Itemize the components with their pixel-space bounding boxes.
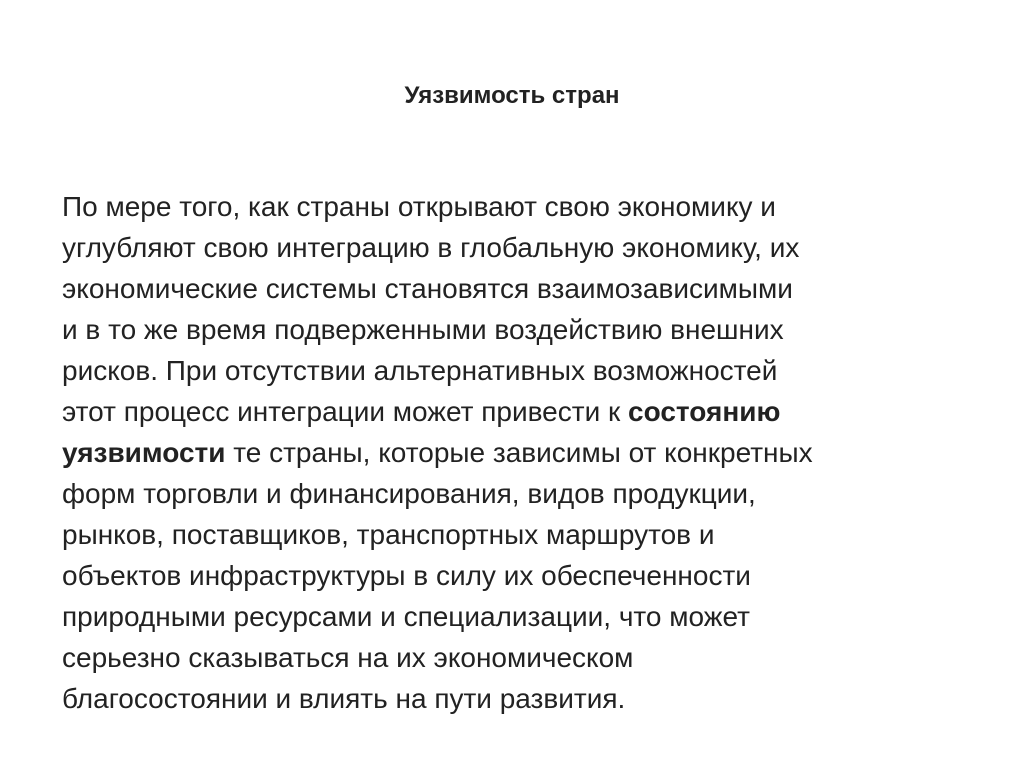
text-segment: По мере того, как страны открывают свою экономику и — [62, 191, 776, 222]
emphasized-text: уязвимости — [62, 437, 226, 468]
paragraph-line — [62, 432, 992, 473]
text-segment: форм торговли и финансирования, видов продукции, — [62, 478, 756, 509]
paragraph-line — [62, 555, 992, 596]
paragraph-line — [62, 678, 992, 719]
paragraph-line — [62, 268, 992, 309]
paragraph-line — [62, 309, 992, 350]
text-segment: рисков. При отсутствии альтернативных возможностей — [62, 355, 778, 386]
text-segment: экономические системы становятся взаимозависимыми — [62, 273, 793, 304]
slide-title: Уязвимость стран — [404, 82, 620, 109]
text-segment: объектов инфраструктуры в силу их обеспеченности — [62, 560, 751, 591]
text-segment: и в то же время подверженными воздействию внешних — [62, 314, 784, 345]
text-segment: благосостоянии и влиять на пути развития. — [62, 683, 626, 714]
text-segment: природными ресурсами и специализации, что может — [62, 601, 750, 632]
text-segment: углубляют свою интеграцию в глобальную экономику, их — [62, 232, 800, 263]
paragraph-line — [62, 227, 992, 268]
paragraph-line — [62, 186, 992, 227]
emphasized-text: состоянию — [628, 396, 781, 427]
paragraph-line — [62, 514, 992, 555]
text-segment: рынков, поставщиков, транспортных маршрутов и — [62, 519, 715, 550]
paragraph-line — [62, 596, 992, 637]
text-segment: этот процесс интеграции может привести к — [62, 396, 629, 427]
paragraph-line — [62, 350, 992, 391]
paragraph-line — [62, 473, 992, 514]
paragraph-line — [62, 637, 992, 678]
paragraph-line — [62, 391, 992, 432]
text-segment: серьезно сказываться на их экономическом — [62, 642, 634, 673]
text-segment: те страны, которые зависимы от конкретных — [225, 437, 813, 468]
body-paragraph — [62, 186, 992, 719]
